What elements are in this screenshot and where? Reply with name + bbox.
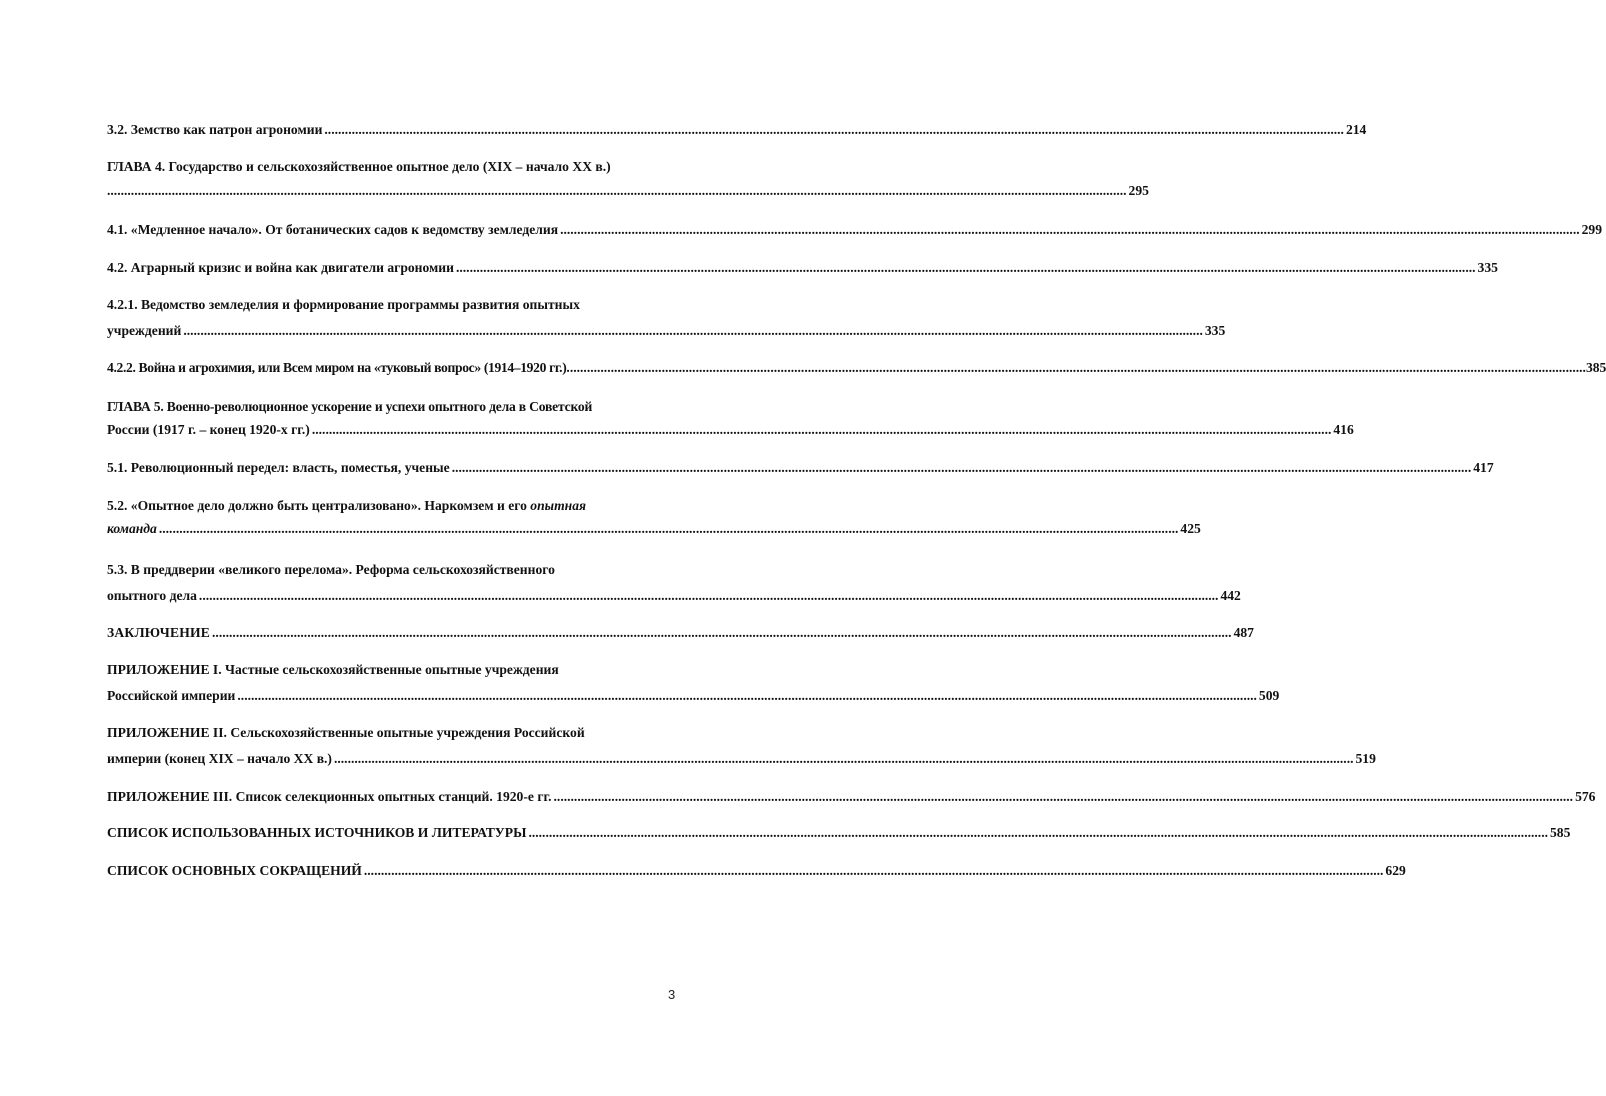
- dot-leader: ............................................................................................................................................................................................................................................................................................................: [560, 222, 1580, 237]
- toc-entry-title-line1: [107, 496, 676, 516]
- toc-entry-title: СПИСОК ИСПОЛЬЗОВАННЫХ ИСТОЧНИКОВ И ЛИТЕРАТУРЫ: [107, 825, 527, 840]
- toc-entry-page: 585: [1549, 825, 1571, 840]
- toc-entry-page: 487: [1233, 625, 1254, 640]
- dot-leader: ............................................................................................................................................................................................................................................................................................................: [451, 460, 1472, 475]
- dot-leader: ............................................................................................................................................................................................................................................................................................................: [324, 122, 1344, 137]
- toc-entry-title: 4.1. «Медленное начало». От ботанических садов к ведомству земледелия: [107, 222, 559, 237]
- toc-entry-abbreviations[interactable]: [107, 861, 1406, 881]
- toc-entry-title-plain: 5.2. «Опытное дело должно быть централизовано». Наркомзем и его: [107, 498, 527, 513]
- dot-leader: ............................................................................................................................................................................................................................................................................................................: [107, 183, 1127, 198]
- dot-leader: ............................................................................................................................................................................................................................................................................................................: [183, 323, 1203, 338]
- toc-entry-page: 385: [1585, 360, 1606, 375]
- toc-entry-title-line1: 5.3. В преддверии «великого перелома». Реформа сельскохозяйственного: [107, 562, 555, 577]
- toc-entry-4-2[interactable]: [107, 258, 1498, 278]
- toc-entry-page: 335: [1477, 260, 1498, 275]
- toc-entry-page: 295: [1128, 183, 1149, 198]
- toc-entry-page: 442: [1220, 588, 1241, 603]
- toc-entry-page: 509: [1258, 688, 1280, 703]
- toc-entry-page: 519: [1355, 751, 1376, 766]
- toc-entry-4-1[interactable]: [107, 220, 1602, 240]
- toc-entry-title: 5.1. Революционный передел: власть, поместья, ученые: [107, 460, 450, 475]
- dot-leader: ............................................................................................................................................................................................................................................................................................................: [455, 260, 1476, 275]
- dot-leader: ............................................................................................................................................................................................................................................................................................................: [528, 825, 1548, 840]
- toc-entry-chapter-5[interactable]: [107, 397, 1354, 440]
- toc-entry-title: ЗАКЛЮЧЕНИЕ: [107, 625, 211, 640]
- toc-entry-conclusion[interactable]: [107, 623, 1254, 643]
- dot-leader: ............................................................................................................................................................................................................................................................................................................: [198, 588, 1219, 603]
- dot-leader: ............................................................................................................................................................................................................................................................................................................: [311, 422, 1332, 437]
- page-number: 3: [668, 987, 676, 1002]
- toc-entry-page: 425: [1180, 521, 1201, 536]
- toc-entry-title-line2: России (1917 г. – конец 1920-х гг.): [107, 422, 310, 437]
- dot-leader: ............................................................................................................................................................................................................................................................................................................: [553, 789, 1574, 804]
- toc-entry-appendix-3[interactable]: [107, 787, 1596, 807]
- toc-entry-appendix-1[interactable]: [107, 660, 1280, 706]
- toc-entry-4-2-1[interactable]: [107, 295, 1226, 341]
- toc-entry-title-line1: ПРИЛОЖЕНИЕ II. Сельскохозяйственные опытные учреждения Российской: [107, 725, 585, 740]
- toc-entry-title-line2: Российской империи: [107, 688, 236, 703]
- toc-entry-page: 335: [1204, 323, 1226, 338]
- toc-entry-5-3[interactable]: [107, 560, 1241, 606]
- toc-entry-title-line2: команда: [107, 521, 157, 536]
- toc-entry-title-line2: империи (конец XIX – начало XX в.): [107, 751, 332, 766]
- dot-leader: ............................................................................................................................................................................................................................................................................................................: [212, 625, 1232, 640]
- toc-entry-page: 416: [1333, 422, 1354, 437]
- toc-entry-3-2[interactable]: [107, 120, 1367, 140]
- toc-entry-title-line2: опытного дела: [107, 588, 197, 603]
- toc-entry-page: 214: [1345, 122, 1367, 137]
- toc-entry-title-italic: опытная: [530, 498, 586, 513]
- toc-entry-5-1[interactable]: [107, 458, 1494, 478]
- toc-entry-page: 417: [1473, 460, 1494, 475]
- toc-entry-title-line2: учреждений: [107, 323, 182, 338]
- toc-entry-title-line1: ПРИЛОЖЕНИЕ I. Частные сельскохозяйственные опытные учреждения: [107, 662, 559, 677]
- toc-entry-title: 3.2. Земство как патрон агрономии: [107, 122, 323, 137]
- toc-entry-title: СПИСОК ОСНОВНЫХ СОКРАЩЕНИЙ: [107, 863, 362, 878]
- dot-leader: ............................................................................................................................................................................................................................................................................................................: [363, 863, 1384, 878]
- toc-entry-title-line1: 4.2.1. Ведомство земледелия и формирование программы развития опытных: [107, 297, 580, 312]
- toc-entry-title: 4.2.2. Война и агрохимия, или Всем миром на «туковый вопрос» (1914–1920 гг.): [107, 360, 567, 375]
- toc-entry-sources[interactable]: [107, 823, 1571, 843]
- toc-entry-5-2[interactable]: [107, 496, 1201, 539]
- toc-entry-page: 299: [1581, 222, 1602, 237]
- dot-leader: ............................................................................................................................................................................................................................................................................................................: [158, 521, 1179, 536]
- dot-leader: ............................................................................................................................................................................................................................................................................................................: [566, 360, 1586, 375]
- toc-entry-title: 4.2. Аграрный кризис и война как двигатели агрономии: [107, 260, 454, 275]
- toc-entry-title: ГЛАВА 4. Государство и сельскохозяйственное опытное дело (XIX – начало XX в.): [107, 159, 611, 174]
- dot-leader: ............................................................................................................................................................................................................................................................................................................: [237, 688, 1257, 703]
- toc-entry-chapter-4[interactable]: [107, 157, 1149, 201]
- dot-leader: ............................................................................................................................................................................................................................................................................................................: [333, 751, 1354, 766]
- toc-entry-page: 576: [1575, 789, 1596, 804]
- toc-entry-title-line1: ГЛАВА 5. Военно-революционное ускорение и успехи опытного дела в Советской: [107, 399, 593, 414]
- toc-entry-appendix-2[interactable]: [107, 723, 1376, 769]
- toc-entry-page: 629: [1385, 863, 1406, 878]
- toc-entry-title: ПРИЛОЖЕНИЕ III. Список селекционных опытных станций. 1920-е гг.: [107, 789, 552, 804]
- toc-entry-4-2-2[interactable]: [107, 358, 1606, 378]
